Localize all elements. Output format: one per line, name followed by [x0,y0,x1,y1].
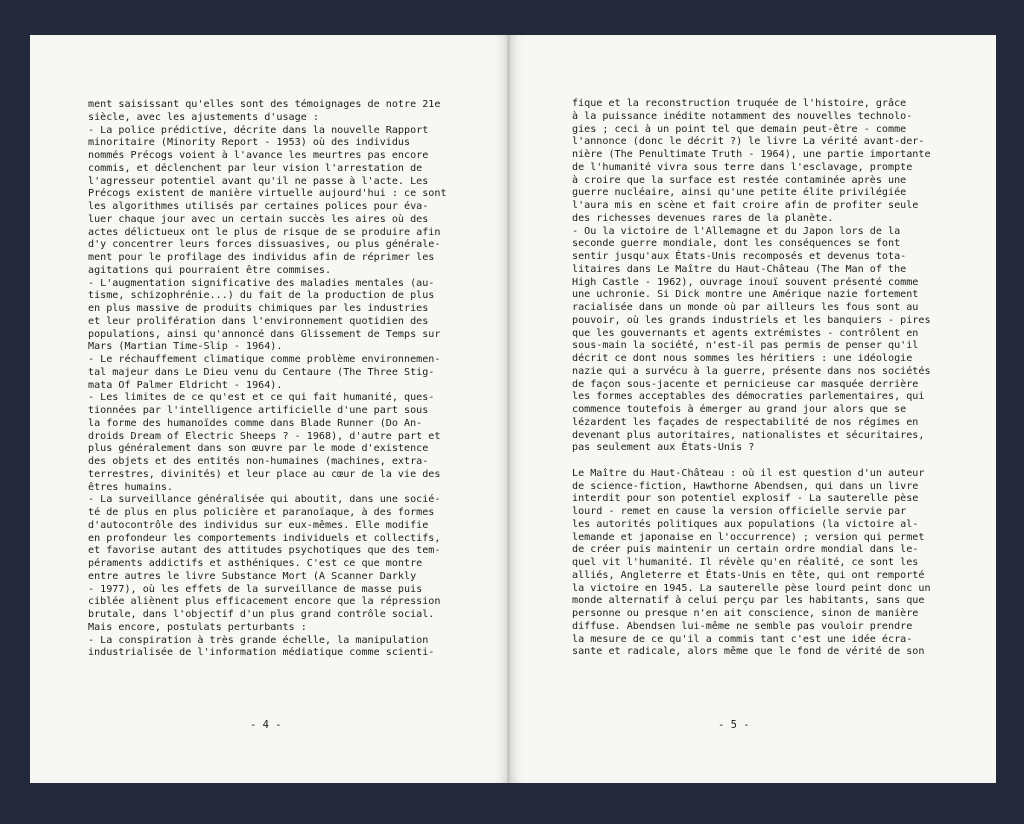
text-line: High Castle - 1962), ouvrage inouï souvent présenté comme [572,276,919,288]
text-line: les autorités politiques aux populations (la victoire al- [572,518,919,530]
text-line: - La conspiration à très grande échelle, la manipulation [88,634,429,646]
text-line: et leur prolifération dans l'environnement quotidien des [88,315,429,327]
text-line: gies ; ceci à un point tel que demain peut-être - comme [572,123,907,135]
text-line: Mais encore, postulats perturbants : [88,621,307,633]
text-line: êtres humains. [88,481,174,493]
text-line: ment pour le profilage des individus afin de réprimer les [88,252,435,263]
text-line: minoritaire (Minority Report - 1953) où des individus [88,137,411,149]
text-line: Mars (Martian Time-Slip - 1964). [88,341,283,353]
text-line: lemande et japonaise en l'occurrence) ; version qui permet [572,531,925,543]
text-line: de science-fiction, Hawthorne Abendsen, qui dans un livre [572,480,919,492]
text-line: racialisée dans un monde où par ailleurs les fous sont au [572,302,919,313]
text-line: nommés Précogs voient à l'avance les meurtres pas encore [88,150,429,161]
text-line: industrialisée de l'information médiatique comme scienti- [88,647,435,659]
text-line: l'annonce (donc le décrit ?) le livre La vérité avant-der- [572,136,925,148]
text-line: fique et la reconstruction truquée de l'histoire, grâce [572,98,907,109]
text-line: populations, ainsi qu'annoncé dans Glissement de Temps sur [88,328,441,340]
text-line: en plus massive de produits chimiques par les industries [88,303,429,314]
text-line: siècle, avec les ajustements d'usage : [88,111,319,123]
text-line: à la puissance inédite notamment des nouvelles technolo- [572,110,913,122]
text-line: de façon sous-jacente et pernicieuse car masquée derrière [572,378,919,390]
text-line: - La police prédictive, décrite dans la nouvelle Rapport [88,124,429,136]
text-line: décrit ce dont nous sommes les héritiers : une idéologie [572,353,913,364]
text-line: luer chaque jour avec un certain succès les aires où des [88,213,429,225]
text-line: la mesure de ce qu'il a commis tant c'est une idée écra- [572,633,913,645]
text-line: devenant plus autoritaires, nationalistes et sécuritaires, [572,429,925,441]
open-booklet [30,35,996,783]
text-line: sante et radicale, alors même que le fond de vérité de son [572,646,925,658]
text-line: la victoire en 1945. La sauterelle pèse lourd peint donc un [572,582,931,594]
text-line: guerre nucléaire, ainsi qu'une petite élite privilégiée [572,187,907,199]
text-line: nière (The Penultimate Truth - 1964), une partie importante [572,149,931,160]
text-line: droids Dream of Electric Sheeps ? - 1968), d'autre part et [88,430,441,442]
text-line: péraments addictifs et asthéniques. C'est ce que montre [88,558,423,569]
text-line: mata Of Palmer Eldricht - 1964). [88,379,283,391]
text-line: commis, et déclenchent par leur vision l'arrestation de [88,162,423,174]
text-line: des richesses devenues rares de la planète. [572,212,834,224]
right-page-number: - 5 - [718,719,750,731]
text-line: lourd - remet en cause la version officielle servie par [572,506,907,517]
text-line: l'aura mis en scène et fait croire afin de profiter seule [572,200,919,211]
text-line: des objets et des entités non-humaines (machines, extra- [88,456,429,467]
text-line: terrestres, divinités) et leur place au cœur de la vie des [88,468,441,480]
text-line: plus généralement dans son œuvre par le mode d'existence [88,443,429,455]
left-page-number: - 4 - [250,719,282,731]
left-page [30,35,508,783]
text-line: et favorise autant des attitudes psychotiques que des tem- [88,545,441,557]
text-line: ciblée aliènent plus efficacement encore que la répression [88,596,441,608]
text-line: nazie qui a survécu à la guerre, présente dans nos sociétés [572,365,931,377]
text-line: - La surveillance généralisée qui aboutit, dans une socié- [88,494,441,506]
text-line: une uchronie. Si Dick montre une Amérique nazie fortement [572,289,919,301]
text-line: - L'augmentation significative des maladies mentales (au- [88,277,435,289]
text-line: brutale, dans l'objectif d'un plus grand contrôle social. [88,609,435,620]
text-line: à croire que la surface est restée contaminée après une [572,174,907,186]
text-line: pouvoir, où les grands industriels et les banquiers - pires [572,314,931,326]
text-line: personne ou presque n'en ait conscience, sinon de manière [572,608,919,619]
text-line: interdit pour son potentiel explosif - La sauterelle pèse [572,493,919,505]
text-line: - 1977), où les effets de la surveillance de masse puis [88,583,423,595]
text-line: entre autres le livre Substance Mort (A Scanner Darkly [88,570,417,582]
text-line: agitations qui pourraient être commises. [88,264,332,276]
text-line: té de plus en plus policière et paranoïaque, à des formes [88,507,435,518]
text-line: ment saisissant qu'elles sont des témoignages de notre 21e [88,99,441,110]
text-line [572,455,931,468]
right-page-text [572,98,931,659]
text-line: la forme des humanoïdes comme dans Blade Runner (Do An- [88,417,423,429]
text-line: les algorithmes utilisés par certaines polices pour éva- [88,201,429,212]
right-page [510,35,996,783]
text-line: en profondeur les comportements individuels et collectifs, [88,532,441,544]
text-line: monde alternatif à celui perçu par les habitants, sans que [572,595,925,607]
text-line: que les gouvernants et agents extrémistes - contrôlent en [572,327,919,339]
text-line: sentir jusqu'aux États-Unis recomposés et devenus tota- [572,251,907,262]
text-line: actes délictueux ont le plus de risque de se produire afin [88,226,441,238]
text-line: tal majeur dans Le Dieu venu du Centaure (The Three Stig- [88,366,435,378]
text-line: de l'humanité vivra sous terre dans l'esclavage, prompte [572,161,913,173]
text-line: d'autocontrôle des individus sur eux-mêmes. Elle modifie [88,519,429,531]
text-line: sous-main la société, n'est-il pas permis de penser qu'il [572,340,919,352]
text-line: pas seulement aux États-Unis ? [572,442,755,454]
text-line: Précogs existent de manière virtuelle aujourd'hui : ce sont [88,188,447,200]
text-line: de créer puis maintenir un certain ordre mondial dans le- [572,544,919,556]
text-line: d'y concentrer leurs forces dissuasives, ou plus générale- [88,239,441,251]
text-line: - Ou la victoire de l'Allemagne et du Japon lors de la [572,225,901,237]
text-line: - Les limites de ce qu'est et ce qui fait humanité, ques- [88,392,435,404]
text-line: commence toutefois à émerger au grand jour alors que se [572,404,907,415]
left-page-text [88,99,447,660]
text-line: l'agresseur potentiel avant qu'il ne passe à l'acte. Les [88,175,429,187]
text-line: tionnées par l'intelligence artificielle d'une part sous [88,405,429,416]
text-line: Le Maître du Haut-Château : où il est question d'un auteur [572,467,925,479]
text-line: seconde guerre mondiale, dont les conséquences se font [572,238,901,250]
text-line: les formes acceptables des démocraties parlementaires, qui [572,391,925,403]
text-line: tisme, schizophrénie...) du fait de la production de plus [88,290,435,302]
text-line: - Le réchauffement climatique comme problème environnemen- [88,354,441,365]
text-line: lézardent les façades de respectabilité de nos régimes en [572,416,919,428]
text-line: quel vit l'humanité. Il révèle qu'en réalité, ce sont les [572,557,919,568]
text-line: alliés, Angleterre et États-Unis en tête, qui ont remporté [572,569,925,581]
text-line: diffuse. Abendsen lui-même ne semble pas vouloir prendre [572,620,913,632]
text-line: litaires dans Le Maître du Haut-Château (The Man of the [572,263,907,275]
